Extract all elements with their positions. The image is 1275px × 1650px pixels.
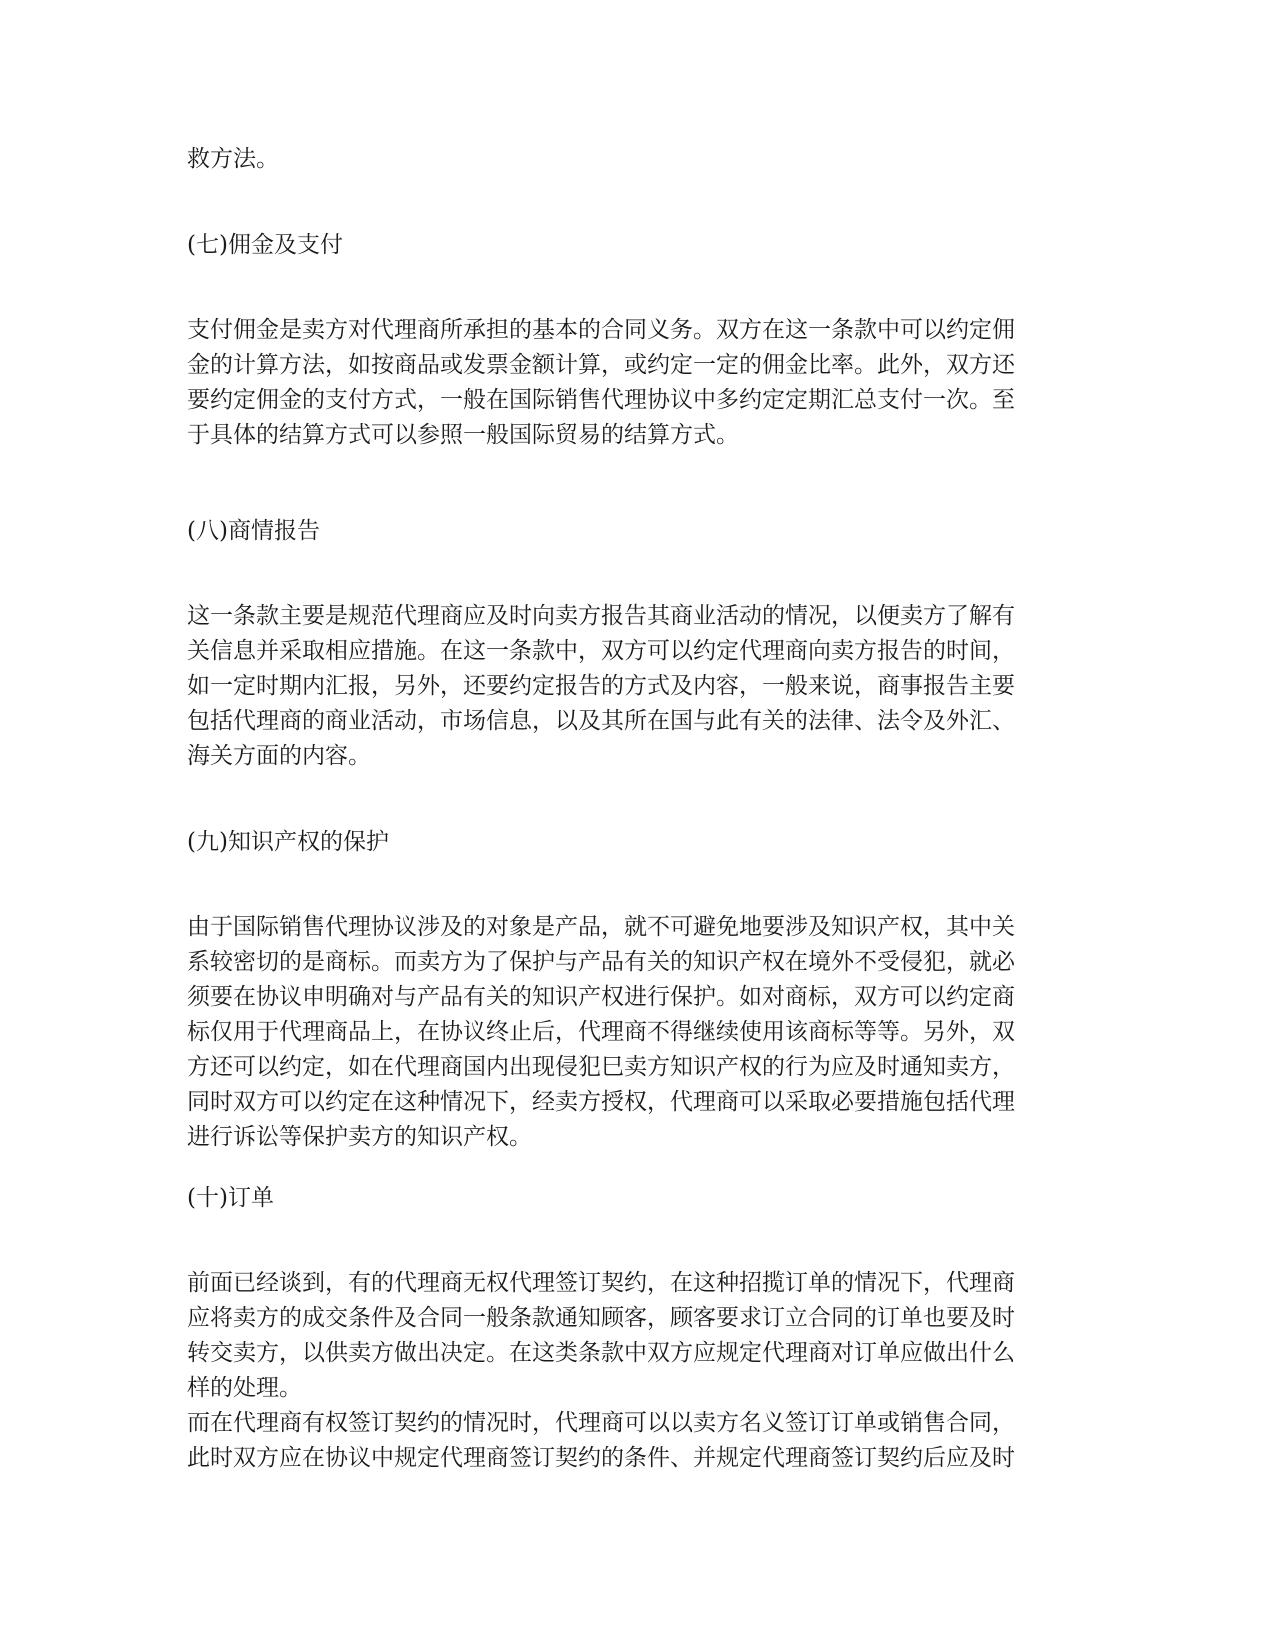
section-heading-commission: (七)佣金及支付 <box>187 232 343 258</box>
paragraph-line: 关信息并采取相应措施。在这一条款中，双方可以约定代理商向卖方报告的时间， <box>187 638 1015 664</box>
paragraph-line: 要约定佣金的支付方式，一般在国际销售代理协议中多约定定期汇总支付一次。至 <box>187 387 1015 413</box>
section-body-orders <box>187 1266 1087 1476</box>
paragraph-line: 转交卖方，以供卖方做出决定。在这类条款中双方应规定代理商对订单应做出什么 <box>187 1340 1015 1366</box>
paragraph-line: 此时双方应在协议中规定代理商签订契约的条件、并规定代理商签订契约后应及时 <box>187 1445 1015 1471</box>
section-heading-orders: (十)订单 <box>187 1185 274 1211</box>
paragraph-line: 方还可以约定，如在代理商国内出现侵犯巳卖方知识产权的行为应及时通知卖方， <box>187 1054 1015 1080</box>
intro-line: 救方法。 <box>187 146 279 172</box>
section-body-ip-protection <box>187 910 1087 1155</box>
paragraph-line: 由于国际销售代理协议涉及的对象是产品，就不可避免地要涉及知识产权，其中关 <box>187 914 1015 940</box>
paragraph-line: 前面已经谈到，有的代理商无权代理签订契约，在这种招揽订单的情况下，代理商 <box>187 1270 1015 1296</box>
paragraph-line: 标仅用于代理商品上，在协议终止后，代理商不得继续使用该商标等等。另外，双 <box>187 1019 1015 1045</box>
paragraph-line: 系较密切的是商标。而卖方为了保护与产品有关的知识产权在境外不受侵犯，就必 <box>187 949 1015 975</box>
section-heading-business-report: (八)商情报告 <box>187 518 320 544</box>
paragraph-line: 同时双方可以约定在这种情况下，经卖方授权，代理商可以采取必要措施包括代理 <box>187 1089 1015 1115</box>
paragraph-line: 应将卖方的成交条件及合同一般条款通知顾客，顾客要求订立合同的订单也要及时 <box>187 1305 1015 1331</box>
paragraph-line: 样的处理。 <box>187 1375 302 1401</box>
section-body-business-report <box>187 599 1087 774</box>
paragraph-line: 进行诉讼等保护卖方的知识产权。 <box>187 1124 532 1150</box>
paragraph-line: 于具体的结算方式可以参照一般国际贸易的结算方式。 <box>187 422 739 448</box>
section-body-commission <box>187 313 1087 453</box>
paragraph-line: 而在代理商有权签订契约的情况时，代理商可以以卖方名义签订订单或销售合同， <box>187 1410 1015 1436</box>
paragraph-line: 金的计算方法，如按商品或发票金额计算，或约定一定的佣金比率。此外，双方还 <box>187 352 1015 378</box>
paragraph-line: 这一条款主要是规范代理商应及时向卖方报告其商业活动的情况，以便卖方了解有 <box>187 603 1015 629</box>
paragraph-line: 如一定时期内汇报，另外，还要约定报告的方式及内容，一般来说，商事报告主要 <box>187 673 1015 699</box>
paragraph-line: 支付佣金是卖方对代理商所承担的基本的合同义务。双方在这一条款中可以约定佣 <box>187 317 1015 343</box>
section-heading-ip-protection: (九)知识产权的保护 <box>187 829 389 855</box>
paragraph-line: 须要在协议申明确对与产品有关的知识产权进行保护。如对商标，双方可以约定商 <box>187 984 1015 1010</box>
paragraph-line: 海关方面的内容。 <box>187 743 371 769</box>
paragraph-line: 包括代理商的商业活动，市场信息，以及其所在国与此有关的法律、法令及外汇、 <box>187 708 1015 734</box>
